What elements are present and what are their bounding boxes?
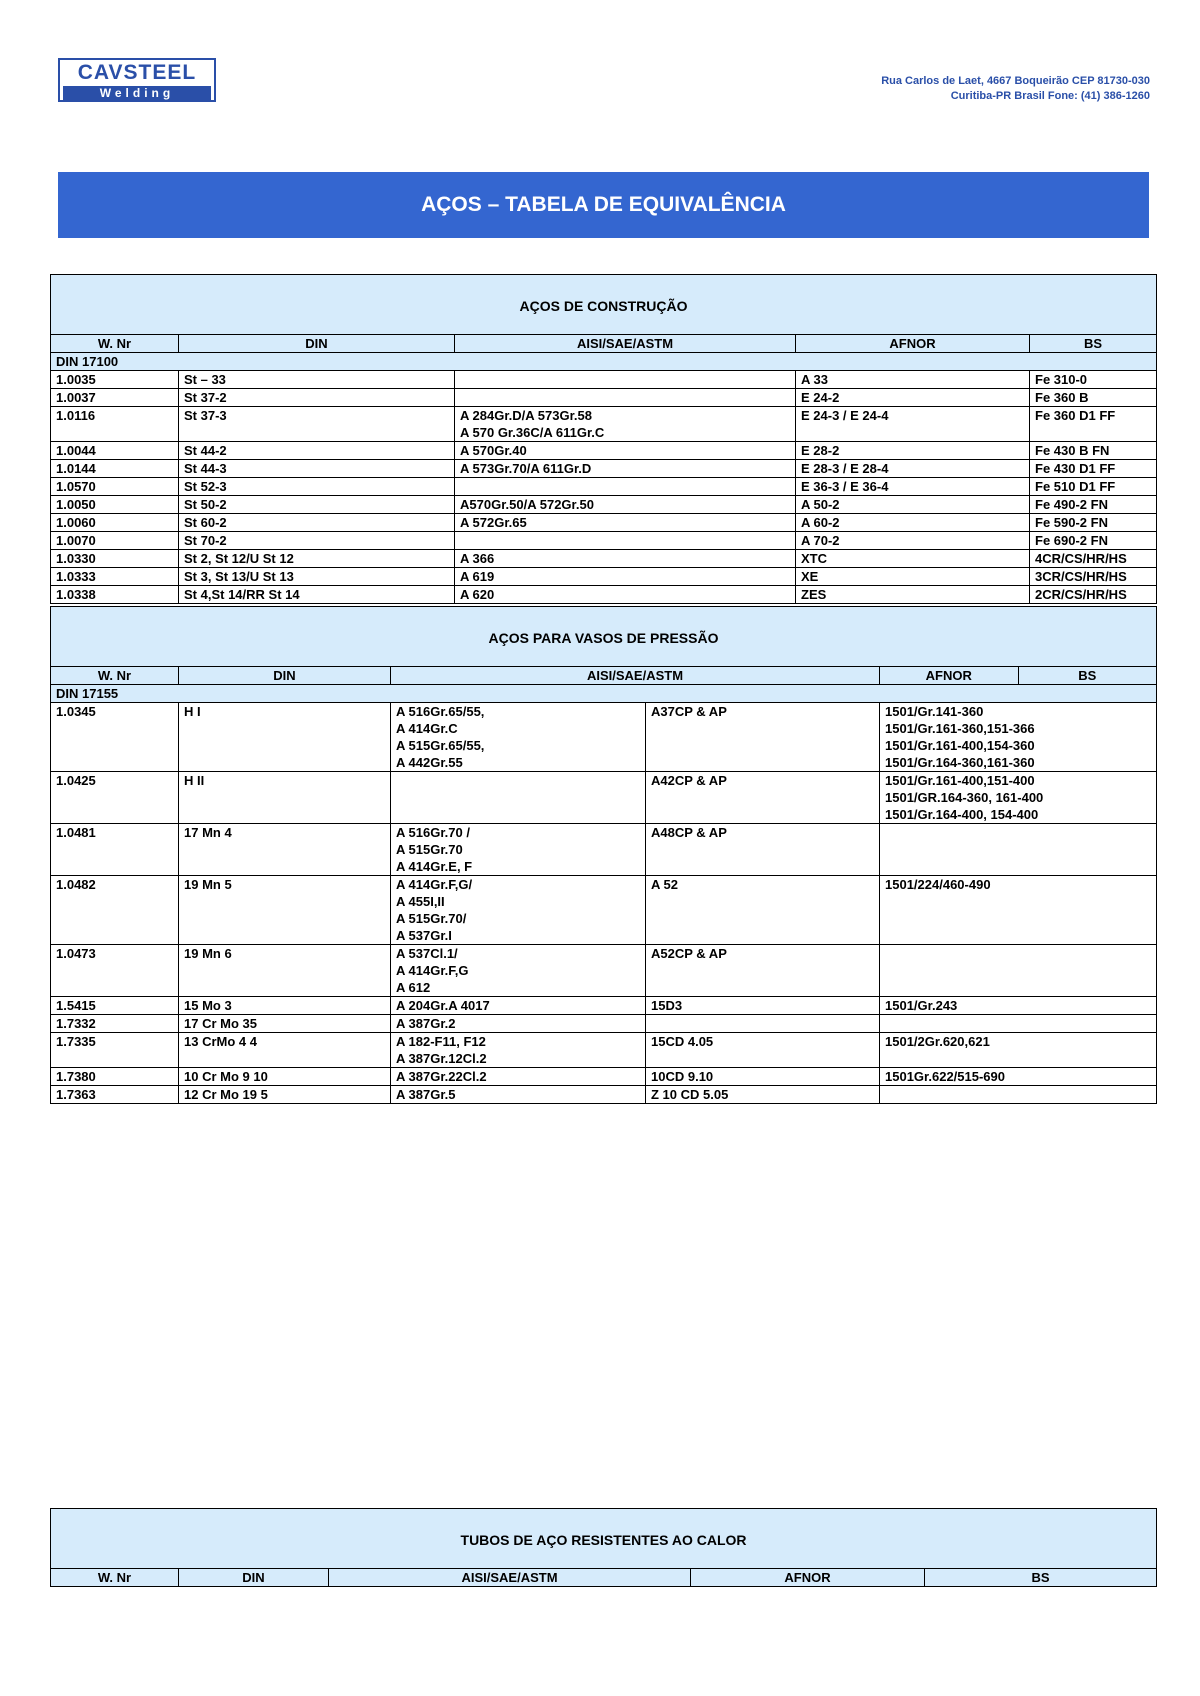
table-cell: A 573Gr.70/A 611Gr.D (455, 460, 796, 478)
table-row (51, 460, 1157, 478)
table-cell: A 52 (646, 876, 880, 945)
table-cell: 12 Cr Mo 19 5 (179, 1086, 391, 1104)
table-cell: A 619 (455, 568, 796, 586)
table-cell: A42CP & AP (646, 772, 880, 824)
header-cell: AISI/SAE/ASTM (391, 667, 880, 685)
header-cell: W. Nr (51, 1569, 179, 1587)
table-cell: St 70-2 (179, 532, 455, 550)
logo-sub-text: Welding (63, 86, 211, 100)
table-title: AÇOS PARA VASOS DE PRESSÃO (51, 607, 1157, 667)
header-cell-afnor: AFNOR (880, 667, 1019, 684)
table-cell: 1501Gr.622/515-690 (880, 1068, 1157, 1086)
table-cell: 1.0060 (51, 514, 179, 532)
header-cell: BS (1030, 335, 1157, 353)
header-cell: AISI/SAE/ASTM (329, 1569, 691, 1587)
table-cell: 1.5415 (51, 997, 179, 1015)
header-cell: W. Nr (51, 667, 179, 685)
table-cell: A52CP & AP (646, 945, 880, 997)
table-cell: 1.7335 (51, 1033, 179, 1068)
table-cell: A37CP & AP (646, 703, 880, 772)
table-cell: 15CD 4.05 (646, 1033, 880, 1068)
table-cell: ZES (796, 586, 1030, 604)
header-cell: DIN (179, 335, 455, 353)
table-title: TUBOS DE AÇO RESISTENTES AO CALOR (51, 1509, 1157, 1569)
table-row (51, 1033, 1157, 1068)
table-row (51, 442, 1157, 460)
table-cell: 19 Mn 6 (179, 945, 391, 997)
table-cell: A 620 (455, 586, 796, 604)
group-label: DIN 17155 (51, 685, 1157, 703)
table-cell: A 537Cl.1/ A 414Gr.F,G A 612 (391, 945, 646, 997)
table-row (51, 945, 1157, 997)
logo-main-text: CAVSTEEL (77, 61, 197, 84)
table-cell: 1.0050 (51, 496, 179, 514)
table-header-row (51, 667, 1157, 685)
header-cell: AISI/SAE/ASTM (455, 335, 796, 353)
table-cell: St 50-2 (179, 496, 455, 514)
table-cell: 1.0333 (51, 568, 179, 586)
table-cell: 1.0044 (51, 442, 179, 460)
table-cell: 17 Cr Mo 35 (179, 1015, 391, 1033)
table-cell: Fe 490-2 FN (1030, 496, 1157, 514)
table-cell (391, 772, 646, 824)
table-cell: St – 33 (179, 371, 455, 389)
table-cell: E 24-3 / E 24-4 (796, 407, 1030, 442)
table-cell: Fe 510 D1 FF (1030, 478, 1157, 496)
table-cell: 3CR/CS/HR/HS (1030, 568, 1157, 586)
table-cell: St 44-3 (179, 460, 455, 478)
header-cell: AFNOR (796, 335, 1030, 353)
table-cell: 4CR/CS/HR/HS (1030, 550, 1157, 568)
table-cell: 1.0570 (51, 478, 179, 496)
table-cell: A48CP & AP (646, 824, 880, 876)
table-row (51, 876, 1157, 945)
table-cell: St 4,St 14/RR St 14 (179, 586, 455, 604)
table-cell: A 516Gr.65/55, A 414Gr.C A 515Gr.65/55, A 442Gr.55 (391, 703, 646, 772)
table-cell: 10 Cr Mo 9 10 (179, 1068, 391, 1086)
group-label: DIN 17100 (51, 353, 1157, 371)
table-cell: 1501/2Gr.620,621 (880, 1033, 1157, 1068)
table-cell: 1.0037 (51, 389, 179, 407)
table-cell: A 284Gr.D/A 573Gr.58 A 570 Gr.36C/A 611Gr.C (455, 407, 796, 442)
table-cell: 1.0144 (51, 460, 179, 478)
address-line-2: Curitiba-PR Brasil Fone: (41) 386-1260 (950, 90, 1150, 102)
table-cell: St 2, St 12/U St 12 (179, 550, 455, 568)
table-row (51, 371, 1157, 389)
table-cell: 13 CrMo 4 4 (179, 1033, 391, 1068)
table-cell: 1.7380 (51, 1068, 179, 1086)
table-cell: XE (796, 568, 1030, 586)
table-cell: A 366 (455, 550, 796, 568)
table-cell: H II (179, 772, 391, 824)
table-cell: 15D3 (646, 997, 880, 1015)
table-cell: 1.0482 (51, 876, 179, 945)
table-cell: E 28-2 (796, 442, 1030, 460)
table-row (51, 1015, 1157, 1033)
table-row (51, 568, 1157, 586)
header-cell (880, 667, 1157, 685)
table-cell: 1.0481 (51, 824, 179, 876)
table-cell: A 33 (796, 371, 1030, 389)
header-cell: DIN (179, 667, 391, 685)
table-row (51, 772, 1157, 824)
header-cell: DIN (179, 1569, 329, 1587)
table-row (51, 389, 1157, 407)
table-cell: A 387Gr.2 (391, 1015, 646, 1033)
table-header-row (51, 1569, 1157, 1587)
table-cell: 1501/Gr.161-400,151-400 1501/GR.164-360, 161-400 1501/Gr.164-400, 154-400 (880, 772, 1157, 824)
table-cell: 2CR/CS/HR/HS (1030, 586, 1157, 604)
table-cell: Fe 690-2 FN (1030, 532, 1157, 550)
page-title-banner (58, 172, 1149, 238)
table-cell: St 52-3 (179, 478, 455, 496)
table-cell: Fe 310-0 (1030, 371, 1157, 389)
table-row (51, 532, 1157, 550)
pressure-vessel-steel-table (50, 606, 1157, 1104)
company-address (881, 74, 1150, 104)
table-cell (455, 478, 796, 496)
table-cell: 10CD 9.10 (646, 1068, 880, 1086)
table-cell: H I (179, 703, 391, 772)
table-cell: 15 Mo 3 (179, 997, 391, 1015)
header-cell: W. Nr (51, 335, 179, 353)
table-cell: 1.0338 (51, 586, 179, 604)
table-cell: XTC (796, 550, 1030, 568)
table-header-row (51, 335, 1157, 353)
table-cell: St 37-3 (179, 407, 455, 442)
table-cell: 1.0035 (51, 371, 179, 389)
table-cell: A 204Gr.A 4017 (391, 997, 646, 1015)
table-cell (646, 1015, 880, 1033)
address-line-1: Rua Carlos de Laet, 4667 Boqueirão CEP 81730-030 (881, 75, 1150, 87)
table-cell: 1501/Gr.243 (880, 997, 1157, 1015)
page-title: AÇOS – TABELA DE EQUIVALÊNCIA (421, 193, 786, 216)
table-cell (455, 389, 796, 407)
table-cell (880, 824, 1157, 876)
table-cell: 17 Mn 4 (179, 824, 391, 876)
table-cell: E 28-3 / E 28-4 (796, 460, 1030, 478)
table-cell (880, 945, 1157, 997)
table-cell: 1501/Gr.141-360 1501/Gr.161-360,151-366 1501/Gr.161-400,154-360 1501/Gr.164-360,161-360 (880, 703, 1157, 772)
table-cell: A 570Gr.40 (455, 442, 796, 460)
table-row (51, 478, 1157, 496)
table-cell: E 24-2 (796, 389, 1030, 407)
table-cell: 1.0116 (51, 407, 179, 442)
table-cell: 1501/224/460-490 (880, 876, 1157, 945)
table-cell: Z 10 CD 5.05 (646, 1086, 880, 1104)
construction-steel-table (50, 274, 1157, 604)
table-row (51, 586, 1157, 604)
heat-resistant-tubes-table (50, 1508, 1157, 1587)
table-cell: A 387Gr.5 (391, 1086, 646, 1104)
table-row (51, 997, 1157, 1015)
table-cell: Fe 590-2 FN (1030, 514, 1157, 532)
table-cell: St 3, St 13/U St 13 (179, 568, 455, 586)
table-cell: Fe 430 B FN (1030, 442, 1157, 460)
table-cell: A 572Gr.65 (455, 514, 796, 532)
table-cell (880, 1086, 1157, 1104)
table-cell: 1.0330 (51, 550, 179, 568)
table-cell: 1.0345 (51, 703, 179, 772)
table-cell: A 50-2 (796, 496, 1030, 514)
table-cell: St 37-2 (179, 389, 455, 407)
table-row (51, 496, 1157, 514)
table-cell: Fe 430 D1 FF (1030, 460, 1157, 478)
table-row (51, 407, 1157, 442)
table-cell: 1.0425 (51, 772, 179, 824)
table-cell: 19 Mn 5 (179, 876, 391, 945)
table-cell: A 387Gr.22Cl.2 (391, 1068, 646, 1086)
table-cell: St 44-2 (179, 442, 455, 460)
table-cell: A 60-2 (796, 514, 1030, 532)
header-cell: BS (925, 1569, 1157, 1587)
header-cell: AFNOR (691, 1569, 925, 1587)
table-cell: 1.0070 (51, 532, 179, 550)
table-row (51, 514, 1157, 532)
table-cell: A 516Gr.70 / A 515Gr.70 A 414Gr.E, F (391, 824, 646, 876)
table-cell: A 182-F11, F12 A 387Gr.12Cl.2 (391, 1033, 646, 1068)
table-cell: St 60-2 (179, 514, 455, 532)
table-cell: 1.0473 (51, 945, 179, 997)
table-cell: Fe 360 B (1030, 389, 1157, 407)
table-cell: A 70-2 (796, 532, 1030, 550)
table-cell: E 36-3 / E 36-4 (796, 478, 1030, 496)
table-cell: Fe 360 D1 FF (1030, 407, 1157, 442)
table-row (51, 1068, 1157, 1086)
table-row (51, 824, 1157, 876)
table-cell: 1.7332 (51, 1015, 179, 1033)
table-row (51, 703, 1157, 772)
table-cell (455, 371, 796, 389)
table-row (51, 1086, 1157, 1104)
company-logo (58, 58, 216, 102)
table-cell (880, 1015, 1157, 1033)
table-title: AÇOS DE CONSTRUÇÃO (51, 275, 1157, 335)
table-cell: 1.7363 (51, 1086, 179, 1104)
header-cell-bs: BS (1078, 668, 1097, 683)
table-cell: A570Gr.50/A 572Gr.50 (455, 496, 796, 514)
table-cell: A 414Gr.F,G/ A 455I,II A 515Gr.70/ A 537Gr.I (391, 876, 646, 945)
table-row (51, 550, 1157, 568)
table-cell (455, 532, 796, 550)
